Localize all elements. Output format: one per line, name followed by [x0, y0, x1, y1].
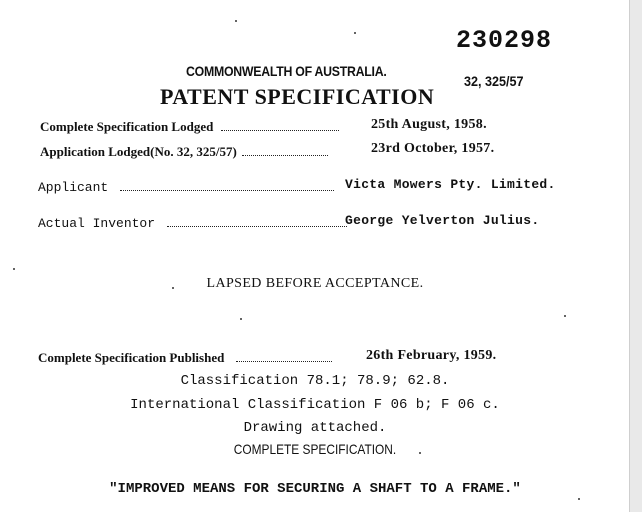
drawing-note: Drawing attached.	[243, 420, 387, 436]
leader-dots	[120, 181, 334, 191]
application-lodged-row	[40, 143, 328, 161]
scan-speck	[419, 452, 421, 454]
reference-number: 32, 325/57	[464, 73, 524, 89]
leader-dots	[236, 351, 332, 362]
applicant-value: Victa Mowers Pty. Limited.	[345, 177, 556, 192]
international-classification: International Classification F 06 b; F 06 c.	[130, 397, 500, 413]
scan-speck	[13, 268, 15, 270]
scan-speck	[354, 32, 356, 34]
scan-speck	[235, 20, 237, 22]
leader-dots	[221, 120, 339, 131]
vertical-scrollbar[interactable]	[629, 0, 642, 512]
patent-number: 230298	[456, 26, 553, 55]
inventor-row	[38, 214, 347, 232]
spec-lodged-label: Complete Specification Lodged	[40, 119, 214, 134]
spec-lodged-value: 25th August, 1958.	[371, 117, 487, 132]
document-heading: PATENT SPECIFICATION	[160, 84, 435, 109]
published-row	[38, 349, 332, 367]
leader-dots	[167, 217, 347, 227]
applicant-label: Applicant	[38, 180, 109, 195]
spec-lodged-row	[40, 118, 339, 136]
published-value: 26th February, 1959.	[366, 348, 497, 363]
scan-speck	[240, 318, 242, 320]
scan-speck	[578, 498, 580, 500]
issuing-office: COMMONWEALTH OF AUSTRALIA.	[186, 63, 387, 79]
status-notice: LAPSED BEFORE ACCEPTANCE.	[206, 276, 424, 291]
applicant-row	[38, 178, 334, 196]
invention-title: "IMPROVED MEANS FOR SECURING A SHAFT TO A FRAME."	[109, 481, 521, 497]
scan-speck	[564, 315, 566, 317]
scan-speck	[172, 287, 174, 289]
inventor-label: Actual Inventor	[38, 216, 156, 231]
leader-dots	[242, 145, 328, 156]
complete-specification-heading: COMPLETE SPECIFICATION.	[233, 441, 397, 457]
application-lodged-value: 23rd October, 1957.	[371, 141, 495, 156]
classification: Classification 78.1; 78.9; 62.8.	[180, 373, 450, 389]
application-lodged-label: Application Lodged(No. 32, 325/57)	[40, 144, 237, 159]
published-label: Complete Specification Published	[38, 350, 225, 365]
inventor-value: George Yelverton Julius.	[345, 213, 540, 228]
